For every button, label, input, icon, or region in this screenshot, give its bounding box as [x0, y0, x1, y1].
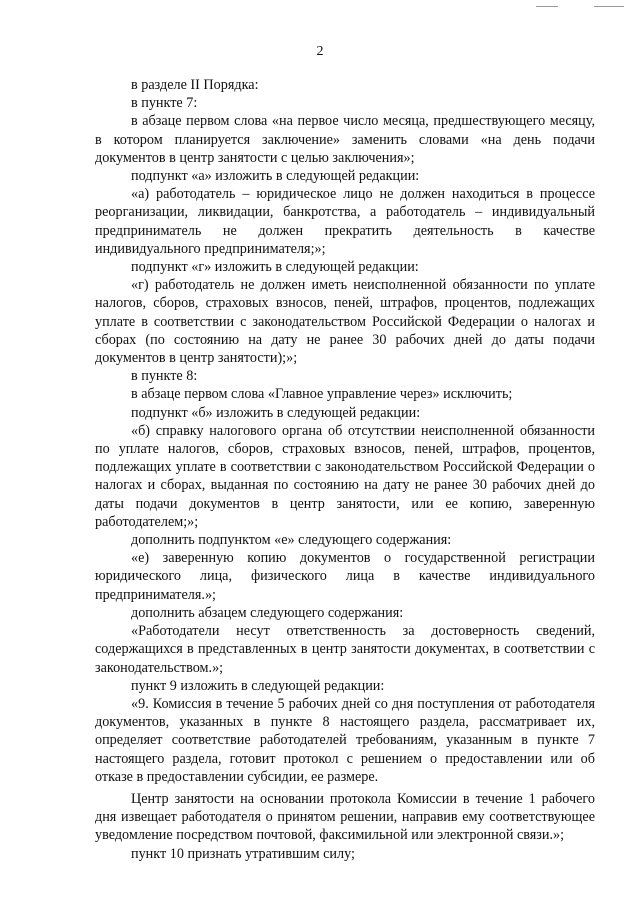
paragraph-subpoint-e-text: «е) заверенную копию документов о государственной регистрации юридического лица, физического лица в качестве индивидуального предпринимателя.»;: [95, 550, 595, 603]
paragraph-subpoint-b-intro: подпункт «б» изложить в следующей редакции:: [131, 404, 421, 421]
scan-artifact-left: [536, 6, 558, 7]
paragraph-add-abzac-intro: дополнить абзацем следующего содержания:: [131, 604, 404, 621]
paragraph-subpoint-g-intro: подпункт «г» изложить в следующей редакции:: [131, 259, 419, 276]
paragraph-point-10: пункт 10 признать утратившим силу;: [131, 845, 355, 862]
paragraph-employment-center: Центр занятости на основании протокола Комиссии в течение 1 рабочего дня извещает работодателя о принятом решении, направив ему соответствующее уведомление посредством почтовой, факсимильной или электронной связи.»;: [95, 790, 595, 844]
document-body: [95, 76, 595, 863]
paragraph-subpoint-g-text: «г) работодатель не должен иметь неисполненной обязанности по уплате налогов, сборов, страховых взносов, пеней, штрафов, процентов, подлежащих уплате в соответствии с законодательством Российской Федерации о налогах и сборах (по состоянию на дату не ранее 30 рабочих дней до даты подачи документов в центр занятости);»;: [95, 277, 595, 367]
paragraph-subpoint-b-text: «б) справку налогового органа об отсутствии неисполненной обязанности по уплате налогов, сборов, страховых взносов, пеней, штрафов, процентов, подлежащих уплате в соответствии с законодательством Российской Федерации о налогах и сборах, выданная по состоянию на дату не ранее 30 рабочих дней до даты подачи документов в центр занятости, или ее копию, заверенную работодателем;»;: [95, 422, 595, 530]
paragraph-point-8: в пункте 8:: [131, 368, 198, 385]
paragraph-add-abzac-text: «Работодатели несут ответственность за достоверность сведений, содержащихся в представленных в центр занятости документах, в соответствии с законодательством.»;: [95, 623, 595, 676]
paragraph-subpoint-a-text: «а) работодатель – юридическое лицо не должен находиться в процессе реорганизации, ликвидации, банкротства, а работодатель – индивидуальный предприниматель не должен прекратить деятельность в качестве индивидуального предпринимателя;»;: [95, 186, 595, 257]
paragraph-subpoint-e-intro: дополнить подпунктом «е» следующего содержания:: [131, 532, 452, 549]
page-number: 2: [316, 44, 324, 59]
paragraph-point-9-text: «9. Комиссия в течение 5 рабочих дней со дня поступления от работодателя документов, указанных в пункте 8 настоящего раздела, рассматривает их, определяет соответствие работодателей требованиям, указанным в пункте 7 настоящего раздела, готовит протокол с решением о предоставлении или об отказе в предоставлении субсидии, ее размере.: [95, 695, 595, 785]
scan-artifact-right: [594, 6, 624, 7]
paragraph-point-9-intro: пункт 9 изложить в следующей редакции:: [131, 677, 385, 694]
paragraph-point-8-first-abzac: в абзаце первом слова «Главное управление через» исключить;: [131, 386, 513, 403]
paragraph-point-7: в пункте 7:: [131, 95, 198, 112]
paragraph-point-7-first-abzac: в абзаце первом слова «на первое число месяца, предшествующего месяцу, в котором планируется заключение» заменить словами «на день подачи документов в центр занятости с целью заключения»;: [95, 113, 595, 166]
paragraph-subpoint-a-intro: подпункт «а» изложить в следующей редакции:: [131, 168, 420, 185]
paragraph-section-ii: в разделе II Порядка:: [131, 77, 259, 93]
